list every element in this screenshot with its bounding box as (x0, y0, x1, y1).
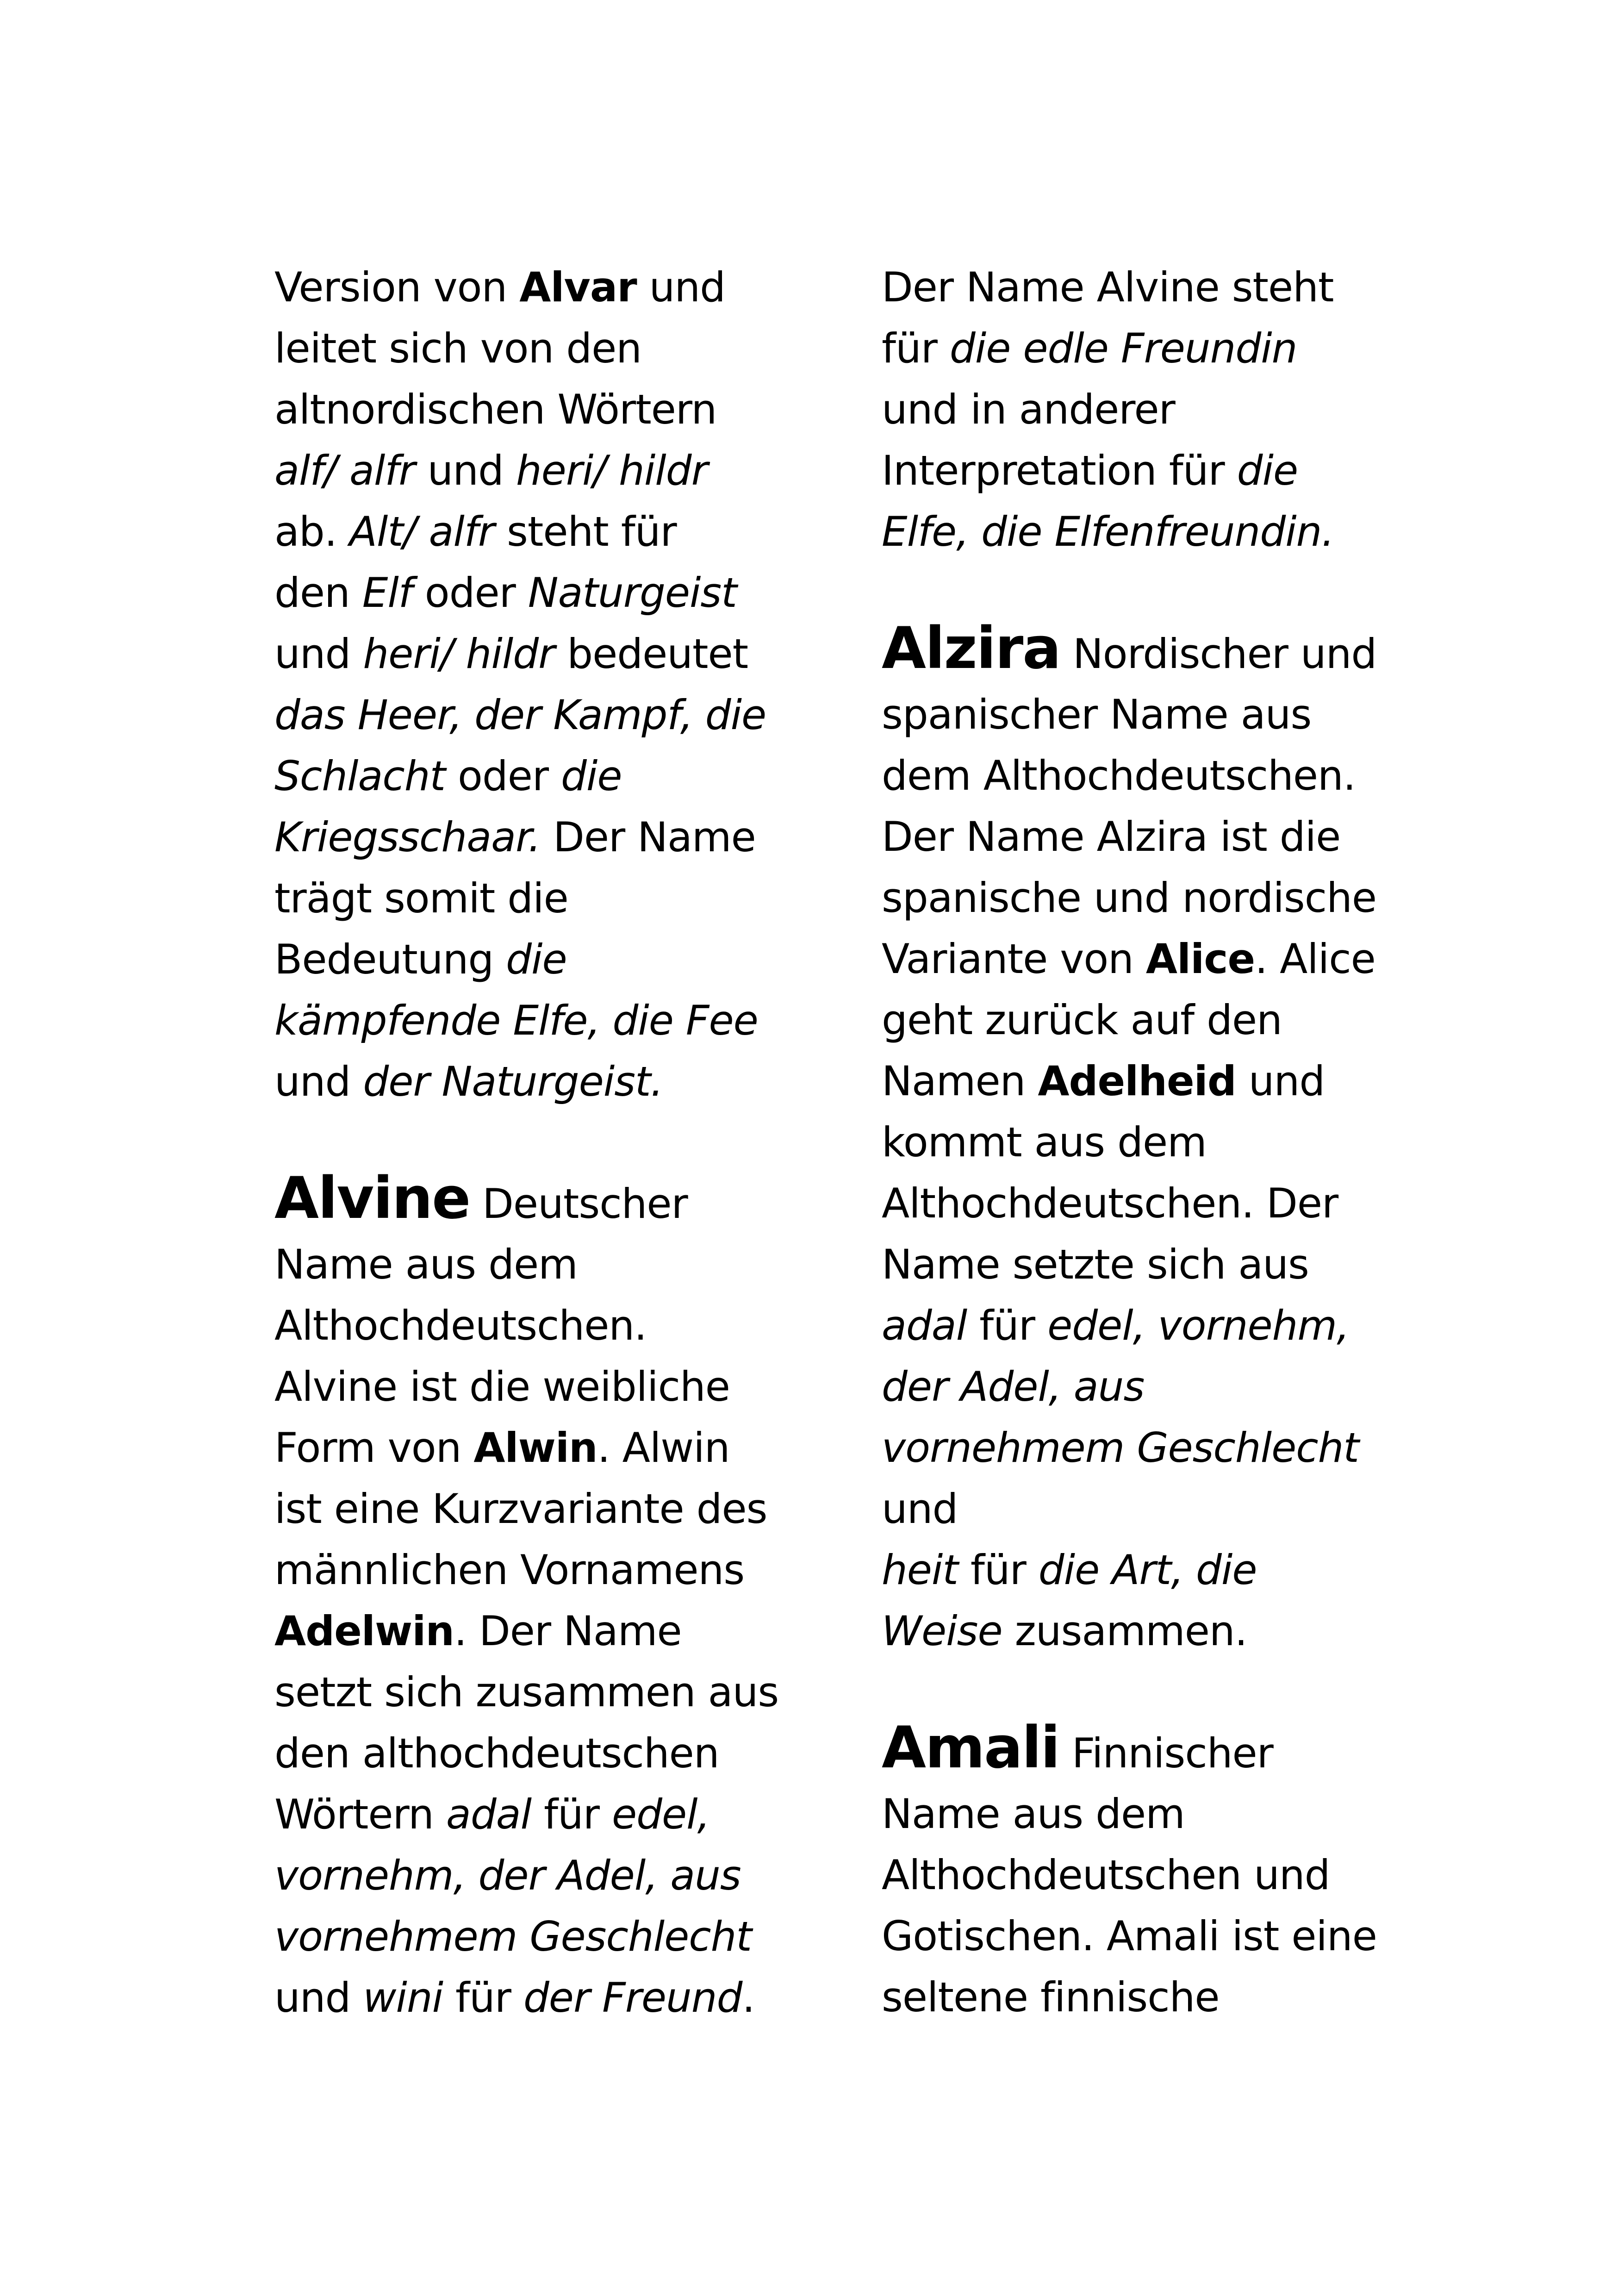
text-run: die edle Freundin (949, 324, 1297, 372)
name-reference: Alvar (519, 263, 637, 311)
text-run: Elf (362, 569, 412, 617)
name-reference: Alwin (473, 1424, 597, 1472)
text-run: Elfe, die Elfenfreundin. (882, 508, 1334, 555)
text-run: zusammen. (1002, 1607, 1247, 1655)
text-run: Form von (274, 1424, 474, 1472)
text-run: Althochdeutschen und (882, 1851, 1330, 1899)
name-reference: Adelwin (274, 1607, 454, 1655)
text-run: das Heer, der Kampf, die (274, 691, 766, 739)
text-run: Namen (882, 1057, 1038, 1105)
text-run: oder (445, 752, 561, 800)
text-run: Gotischen. Amali ist eine (882, 1912, 1377, 1960)
right-column (882, 257, 1391, 2079)
text-run: steht für (494, 508, 677, 555)
text-line (882, 1356, 1391, 1417)
text-line (274, 868, 811, 929)
text-line (274, 1356, 811, 1417)
text-run: Variante von (882, 935, 1146, 983)
text-line (274, 1845, 811, 1906)
text-line (882, 440, 1391, 501)
text-line (274, 624, 811, 685)
text-line (882, 990, 1391, 1051)
text-run: Althochdeutschen. (274, 1302, 647, 1349)
text-run: spanische und nordische (882, 874, 1377, 922)
text-run: die (1237, 447, 1298, 494)
text-line (882, 867, 1391, 929)
text-line (882, 1051, 1391, 1112)
text-run: . Alice (1255, 935, 1375, 983)
text-run: kommt aus dem (882, 1118, 1207, 1166)
text-line (882, 1845, 1391, 1906)
text-run: Kriegsschaar. (274, 813, 541, 861)
text-run: Version von (274, 263, 520, 311)
text-run: für (443, 1974, 523, 2021)
text-run: und (274, 1974, 363, 2021)
text-run: und (274, 1058, 363, 1105)
text-run: Wörtern (274, 1791, 446, 1838)
text-line (882, 1906, 1391, 1967)
text-run: . Alwin (597, 1424, 730, 1472)
text-run: Bedeutung (274, 936, 506, 983)
text-line (274, 1723, 811, 1784)
text-line (274, 990, 811, 1051)
text-run: Naturgeist (528, 569, 737, 617)
text-run: Finnischer (1059, 1729, 1273, 1777)
text-line (274, 257, 811, 318)
text-run: heri/ hildr (516, 447, 708, 494)
text-run: adal (446, 1791, 532, 1838)
text-line (274, 1906, 811, 1967)
name-reference: Adelheid (1038, 1057, 1236, 1105)
text-line (882, 257, 1391, 318)
text-line (274, 1967, 811, 2028)
text-run: die Art, die (1038, 1546, 1257, 1594)
text-run: heit (882, 1546, 958, 1594)
text-line (274, 501, 811, 562)
text-run: Nordischer und (1060, 630, 1377, 678)
text-line (274, 440, 811, 501)
text-line (882, 1784, 1391, 1845)
text-line (882, 1234, 1391, 1295)
text-line (882, 1479, 1391, 1540)
text-run: bedeutet (554, 630, 748, 678)
text-run: Althochdeutschen. Der (882, 1179, 1338, 1227)
text-line (882, 1417, 1391, 1479)
text-line (274, 1601, 811, 1662)
text-run: ist eine Kurzvariante des (274, 1485, 767, 1533)
text-run: adal (882, 1302, 967, 1349)
text-line (274, 1051, 811, 1112)
text-line (274, 1295, 811, 1356)
text-run: kämpfende Elfe, die Fee (274, 997, 758, 1044)
text-run: für (531, 1791, 612, 1838)
text-run: vornehmem Geschlecht (882, 1424, 1359, 1472)
text-line (274, 685, 811, 746)
text-run: die (506, 936, 567, 983)
text-run: edel, (611, 1791, 710, 1838)
paragraph (882, 257, 1391, 562)
text-run: Weise (882, 1607, 1002, 1655)
text-line (274, 1417, 811, 1479)
text-run: Alvine ist die weibliche (274, 1363, 730, 1410)
text-run: Name aus dem (274, 1241, 578, 1288)
text-line (882, 501, 1391, 562)
text-line (882, 1601, 1391, 1662)
text-run: Der Name (541, 813, 756, 861)
text-run: den althochdeutschen (274, 1729, 719, 1777)
text-line (882, 1112, 1391, 1173)
text-line (882, 806, 1391, 867)
text-line (882, 1173, 1391, 1234)
text-run: und (1236, 1057, 1325, 1105)
text-line (274, 807, 811, 868)
text-run: Der Name Alzira ist die (882, 813, 1341, 861)
text-run: geht zurück auf den (882, 996, 1282, 1044)
text-run: trägt somit die (274, 874, 568, 922)
text-line (882, 1540, 1391, 1601)
text-run: Name setzte sich aus (882, 1241, 1309, 1288)
text-run: Der Name Alvine steht (882, 263, 1334, 311)
text-line (274, 1479, 811, 1540)
text-run: der Adel, aus (882, 1363, 1145, 1410)
text-line (274, 1784, 811, 1845)
text-line (882, 1295, 1391, 1356)
text-run: alf/ alfr (274, 447, 415, 494)
text-run: vornehmem Geschlecht (274, 1913, 752, 1960)
paragraph (882, 613, 1391, 1662)
text-run: für (882, 324, 950, 372)
text-run: der Naturgeist. (363, 1058, 663, 1105)
text-line (274, 1540, 811, 1601)
text-run: und (636, 263, 726, 311)
text-run: altnordischen Wörtern (274, 386, 717, 433)
text-run: männlichen Vornamens (274, 1546, 745, 1594)
text-run: und (882, 1485, 958, 1533)
text-line (882, 745, 1391, 806)
text-line (274, 1662, 811, 1723)
name-reference: Alice (1145, 935, 1255, 983)
text-line (882, 929, 1391, 990)
paragraph (882, 1713, 1391, 2028)
text-run: . (742, 1974, 755, 2021)
text-run: . Der Name (454, 1607, 682, 1655)
entry-headword: Alzira (882, 615, 1060, 682)
text-run: den (274, 569, 362, 617)
text-run: Interpretation für (882, 447, 1237, 494)
paragraph (274, 257, 811, 1112)
left-column (274, 257, 811, 2079)
text-run: und (274, 630, 363, 678)
text-line (882, 1713, 1391, 1784)
text-run: heri/ hildr (363, 630, 555, 678)
text-run: Schlacht (274, 752, 446, 800)
text-run: leitet sich von den (274, 324, 642, 372)
entry-headword: Alvine (274, 1165, 470, 1232)
text-run: Deutscher (470, 1180, 688, 1228)
text-line (274, 746, 811, 807)
text-run: und (415, 447, 516, 494)
text-line (274, 318, 811, 379)
text-run: und in anderer (882, 386, 1175, 433)
text-run: oder (412, 569, 528, 617)
text-run: seltene finnische (882, 1973, 1220, 2021)
text-run: für (958, 1546, 1039, 1594)
text-run: ab. (274, 508, 349, 555)
text-run: edel, vornehm, (1047, 1302, 1350, 1349)
text-line (274, 379, 811, 440)
text-run: vornehm, der Adel, aus (274, 1852, 741, 1899)
text-line (274, 1163, 811, 1234)
text-run: spanischer Name aus (882, 691, 1312, 738)
text-run: Alt/ alfr (349, 508, 495, 555)
text-line (882, 613, 1391, 684)
text-line (882, 379, 1391, 440)
text-run: die (561, 752, 622, 800)
text-run: der Freund (523, 1974, 742, 2021)
text-line (882, 1967, 1391, 2028)
text-run: für (967, 1302, 1048, 1349)
text-run: Name aus dem (882, 1790, 1185, 1838)
text-line (882, 318, 1391, 379)
text-run: setzt sich zusammen aus (274, 1668, 779, 1716)
paragraph (274, 1163, 811, 2028)
text-line (274, 562, 811, 624)
text-line (274, 1234, 811, 1295)
entry-headword: Amali (882, 1715, 1059, 1781)
text-run: wini (363, 1974, 443, 2021)
text-line (882, 684, 1391, 745)
text-run: dem Althochdeutschen. (882, 752, 1356, 799)
text-line (274, 929, 811, 990)
